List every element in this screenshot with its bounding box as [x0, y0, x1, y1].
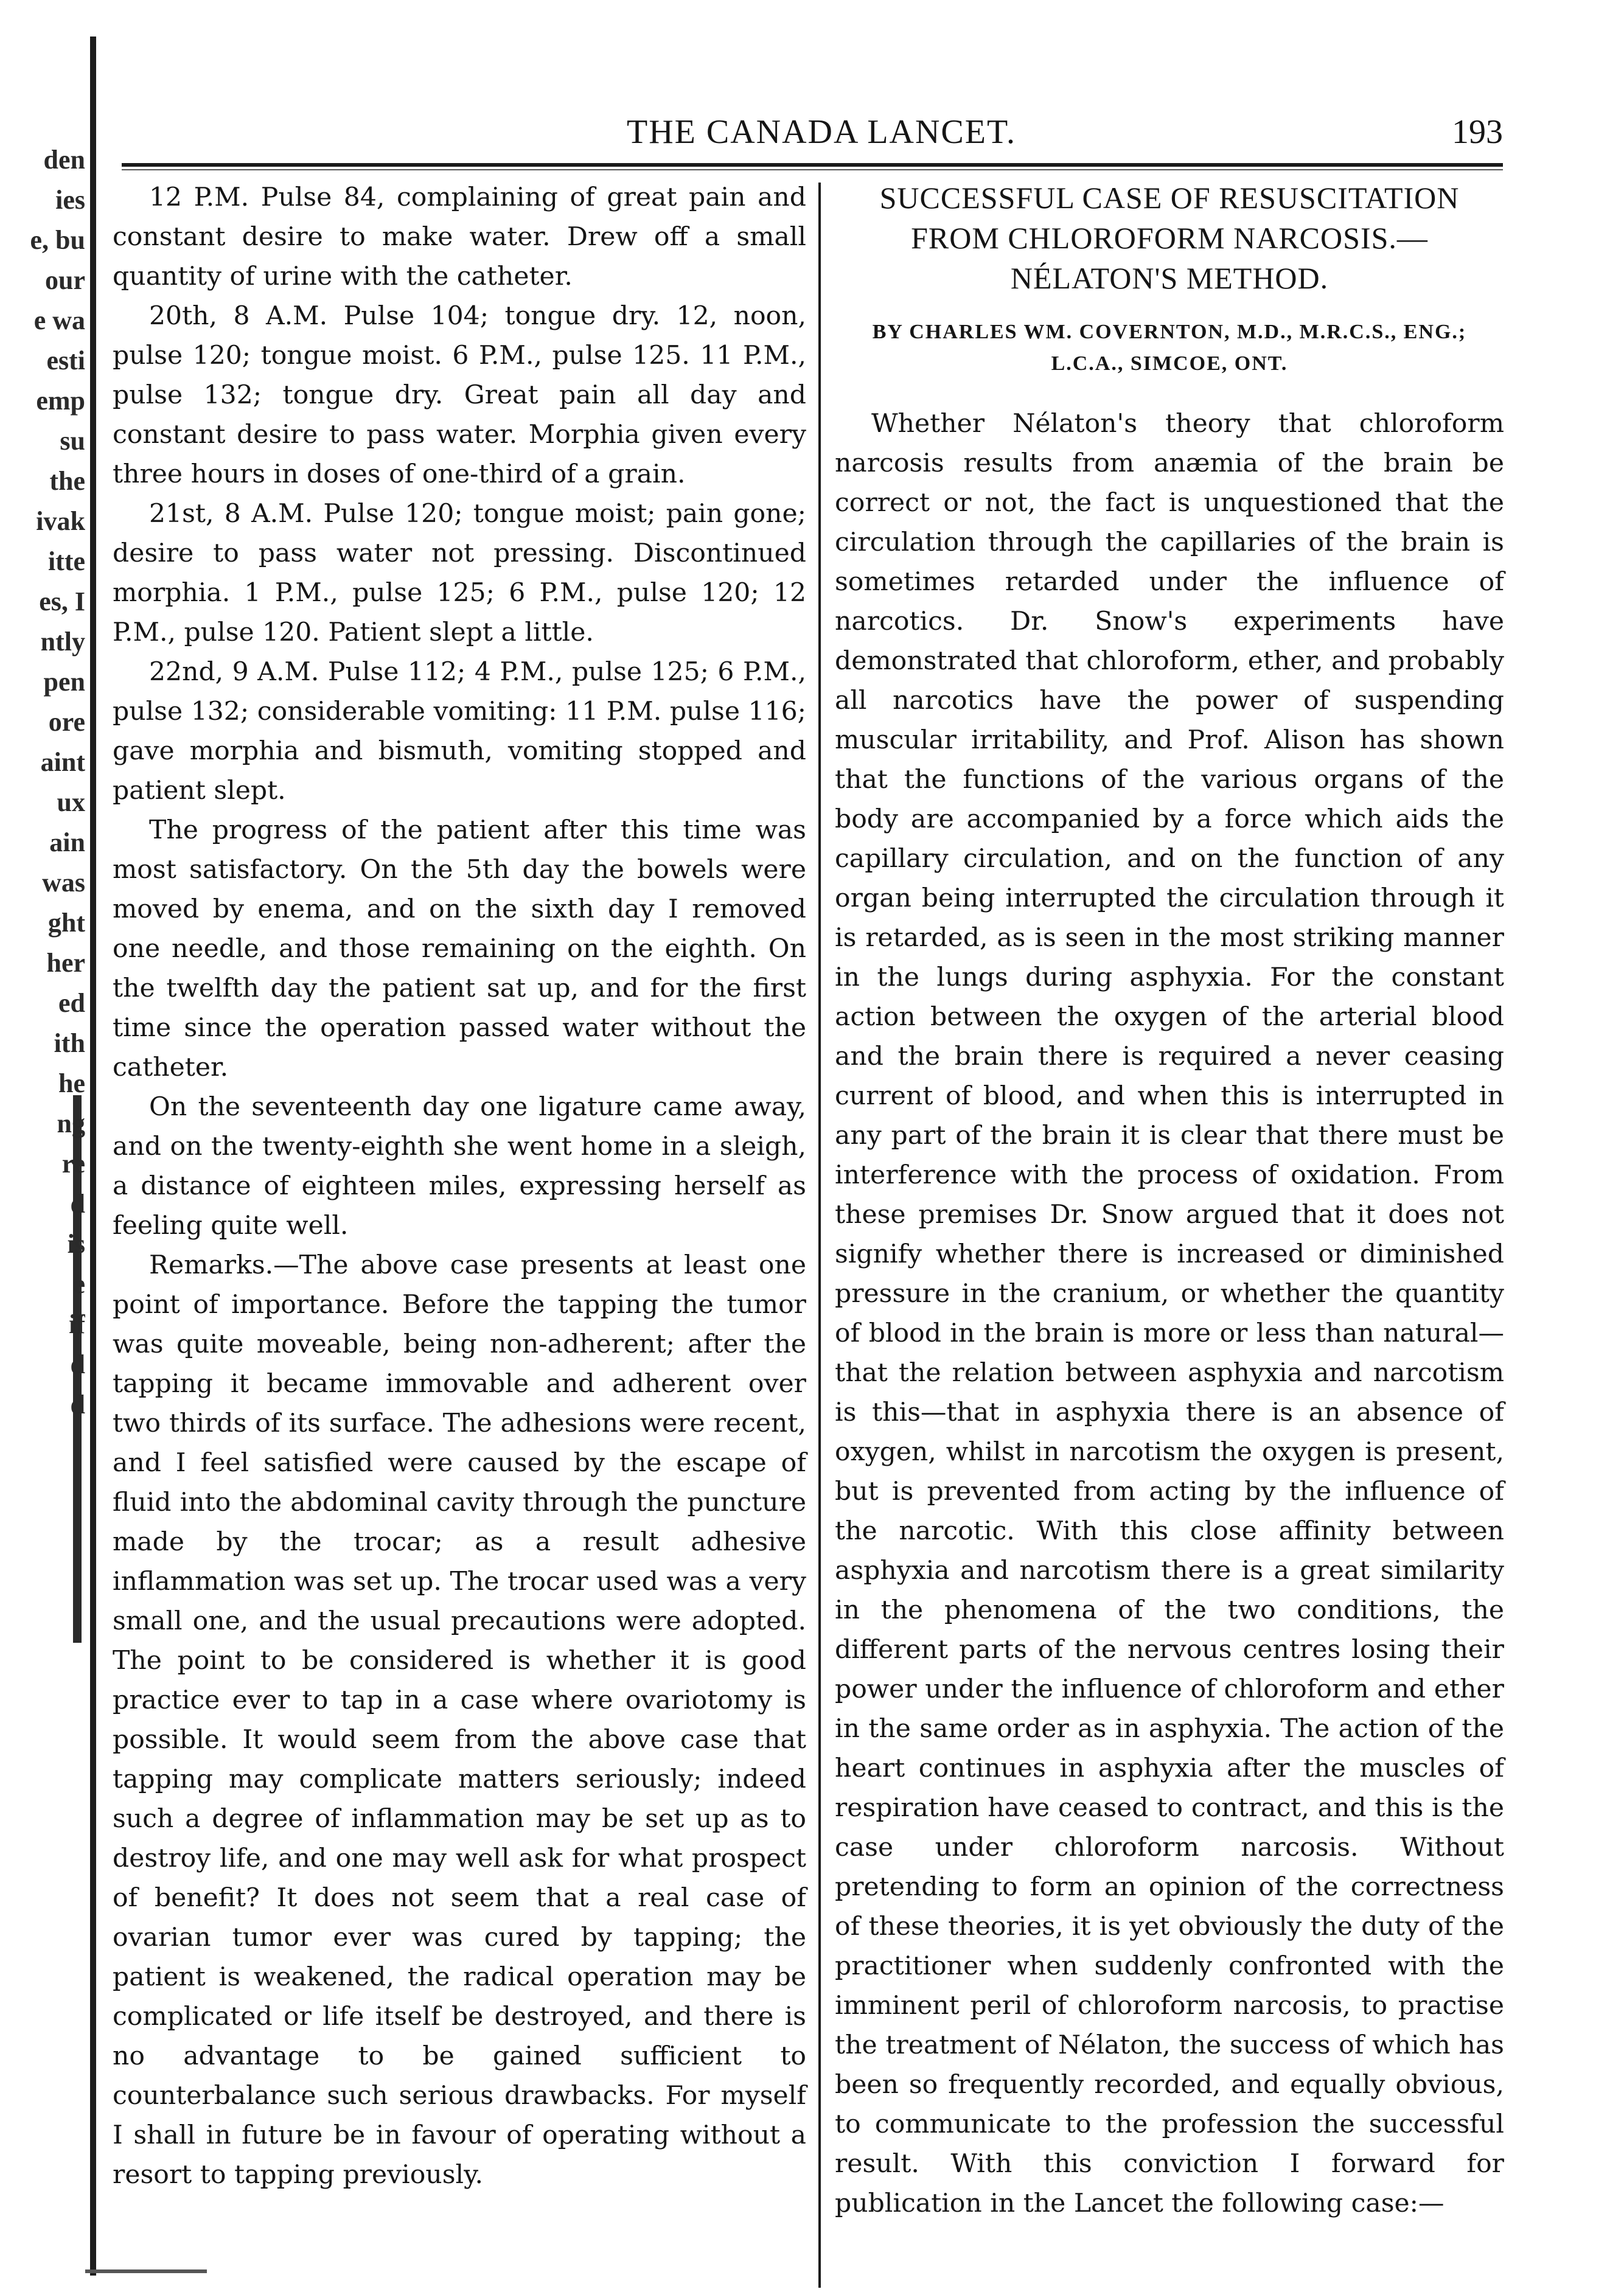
paragraph: On the seventeenth day one ligature came away, and on the twenty-eighth she went home in a sleigh, a distance of eighteen miles, expressing herself as feeling quite well. — [113, 1092, 806, 1241]
bleed-fragment: ivak — [36, 506, 85, 536]
paragraph: 21st, 8 A.M. Pulse 120; tongue moist; pain gone; desire to pass water not pressing. Discontinued morphia. 1 P.M., pulse 125; 6 P.M., pulse 120; 12 P.M., pulse 120. Patient slept a little. — [113, 499, 806, 647]
bleed-fragment: itte — [47, 546, 85, 576]
page-corner-mark — [85, 2269, 207, 2273]
bleed-fragment: ore — [48, 707, 85, 737]
bleed-fragment: emp — [36, 386, 85, 416]
byline-affiliation: L.C.A., SIMCOE, ONT. — [1051, 352, 1288, 375]
bleed-fragment: ies — [55, 185, 85, 215]
paragraph: The progress of the patient after this time was most satisfactory. On the 5th day the bowels were moved by enema, and on the sixth day I removed one needle, and those remaining on the eighth. On the twelfth day the patient sat up, and for the first time since the operation passed water without the catheter. — [113, 815, 806, 1082]
bleed-fragment: e wa — [33, 305, 85, 335]
bleed-fragment: the — [49, 466, 85, 496]
paragraph: Remarks.—The above case presents at least one point of importance. Before the tapping the tumor was quite moveable, being non-adherent; after the tapping it became immovable and adherent over two thirds of its surface. The adhesions were recent, and I feel satisfied were caused by the escape of fluid into the abdominal cavity through the puncture made by the trocar; as a result adhesive inflammation was set up. The trocar used was a very small one, and the usual precautions were adopted. The point to be considered is whether it is good practice ever to tap in a case where ovariotomy is possible. It would seem from the above case that tapping may complicate matters seriously; indeed such a degree of inflammation may be set up as to destroy life, and one may well ask for what prospect of benefit? It does not seem that a real case of ovarian tumor ever was cured by tapping; the patient is weakened, the radical operation may be complicated or life itself be destroyed, and there is no advantage to be gained sufficient to counterbalance such serious drawbacks. For myself I shall in future be in favour of operating without a resort to tapping previously. — [113, 1250, 806, 2190]
bleed-fragment: e, bu — [30, 225, 85, 255]
bleed-fragment: aint — [40, 747, 85, 777]
paragraph: 20th, 8 A.M. Pulse 104; tongue dry. 12, noon, pulse 120; tongue moist. 6 P.M., pulse 125. 11 P.M., pulse 132; tongue dry. Great pain all day and constant desire to pass water. Morphia given every three hours in doses of one-third of a grain. — [113, 301, 806, 489]
bleed-fragment: is — [67, 1229, 85, 1259]
bleed-fragment: ain — [49, 827, 85, 857]
article-byline — [835, 316, 1504, 380]
right-column — [835, 178, 1504, 2223]
bleed-fragment: her — [46, 948, 85, 978]
bleed-fragment: our — [45, 265, 85, 295]
header-rule — [122, 163, 1503, 167]
bleed-fragment: re — [61, 1149, 85, 1179]
bleed-fragment: was — [42, 868, 85, 897]
column-divider — [818, 183, 821, 2288]
header-rule-thin — [122, 169, 1503, 170]
bleed-fragment: pen — [43, 667, 85, 697]
bleed-fragment: ith — [54, 1028, 85, 1058]
bleed-fragment: ght — [47, 908, 85, 938]
article-title: SUCCESSFUL CASE OF RESUSCITATION FROM CHLOROFORM NARCOSIS.— NÉLATON'S METHOD. — [879, 181, 1460, 295]
bleed-fragment: d — [70, 1390, 85, 1419]
bleed-fragment: ux — [57, 787, 85, 817]
bleed-fragment: es, I — [39, 587, 85, 616]
bleed-fragment: ntly — [40, 627, 85, 657]
page-edge-shadow — [90, 37, 96, 2276]
bleed-fragment: if — [69, 1309, 85, 1339]
bleed-fragment: esti — [46, 346, 85, 375]
paragraph: Whether Nélaton's theory that chloroform narcosis results from anæmia of the brain be correct or not, the fact is unquestioned that the circulation through the capillaries of the brain is sometimes retarded under the influence of narcotics. Dr. Snow's experiments have demonstrated that chloroform, ether, and probably all narcotics have the power of suspending muscular irritability, and Prof. Alison has shown that the functions of the various organs of the body are accompanied by a force which aids the capillary circulation, and on the function of any organ being interrupted the circulation through it is retarded, as is seen in the most striking manner in the lungs during asphyxia. For the constant action between the oxygen of the arterial blood and the brain there is required a never ceasing current of blood, and when this is interrupted in any part of the brain it is clear that there must be interference with the process of oxidation. From these premises Dr. Snow argued that it does not signify whether there is increased or diminished pressure in the cranium, or whether the quantity of blood in the brain is more or less than natural—that the relation between asphyxia and narcotism is this—that in asphyxia there is an absence of oxygen, whilst in narcotism the oxygen is present, but is prevented from acting by the influence of the narcotic. With this close affinity between asphyxia and narcotism there is a great similarity in the phenomena of the two conditions, the different parts of the nervous centres losing their power under the influence of chloroform and ether in the same order as in asphyxia. The action of the heart continues in asphyxia after the muscles of respiration have ceased to contract, and this is the case under chloroform narcosis. Without pretending to form an opinion of the correctness of these theories, it is yet obviously the duty of the practitioner when suddenly confronted with the imminent peril of chloroform narcosis, to practise the treatment of Nélaton, the success of which has been so frequently recorded, and equally obvious, to communicate to the profession the successful result. With this conviction I forward for publication in the Lancet the following case:— — [835, 409, 1504, 2218]
bleed-fragment: ed — [58, 988, 85, 1018]
bleed-fragment: ng — [57, 1109, 85, 1138]
bleed-fragment: den — [43, 145, 85, 175]
byline-author: BY CHARLES WM. COVERNTON, M.D., M.R.C.S., ENG.; — [872, 321, 1467, 343]
facing-page-bleed — [0, 140, 85, 1479]
bleed-fragment: d — [70, 1350, 85, 1379]
paragraph: 12 P.M. Pulse 84, complaining of great pain and constant desire to make water. Drew off a small quantity of urine with the catheter. — [113, 183, 806, 291]
bleed-fragment: e — [73, 1269, 85, 1299]
paragraph: 22nd, 9 A.M. Pulse 112; 4 P.M., pulse 125; 6 P.M., pulse 132; considerable vomiting: 11 P.M. pulse 116; gave morphia and bismuth, vomiting stopped and patient slept. — [113, 657, 806, 806]
journal-title: THE CANADA LANCET. — [627, 113, 1017, 151]
bleed-fragment: d — [70, 1189, 85, 1219]
left-column — [113, 178, 806, 2195]
bleed-fragment: su — [60, 426, 85, 456]
bleed-fragment: he — [58, 1068, 85, 1098]
page-number: 193 — [1452, 113, 1503, 151]
running-header — [122, 113, 1503, 161]
